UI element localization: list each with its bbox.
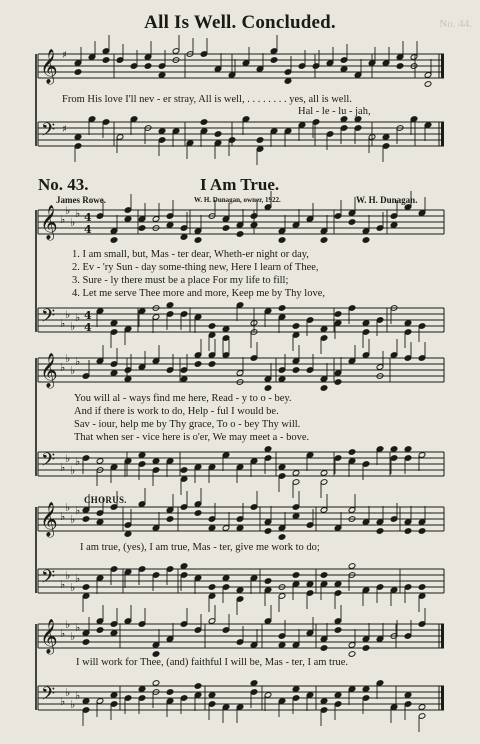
note-head [284,78,292,85]
treble-clef-icon: 𝄞 [40,205,58,240]
flat-sign-icon: ♭ [65,308,71,321]
note-head [292,686,300,693]
note-head [208,323,216,330]
note-head [208,361,216,368]
flat-sign-icon: ♭ [65,501,71,514]
note-head [166,516,174,523]
note-head [362,645,370,652]
note-head [110,630,118,637]
note-head [256,137,264,144]
note-head [292,572,300,579]
flat-sign-icon: ♭ [75,572,81,585]
note-head [250,680,258,687]
note-head [236,231,244,238]
note-head [320,645,328,652]
note-head [138,686,146,693]
note-head [418,704,426,711]
note-head [250,222,258,229]
note-head [194,510,202,517]
note-head [124,531,132,538]
note-head [166,222,174,229]
note-head [194,683,202,690]
note-head [404,692,412,699]
note-head [418,528,426,535]
note-head [334,627,342,634]
note-head [82,639,90,646]
note-head [404,446,412,453]
page-title: All Is Well. Concluded. [144,12,336,33]
copyright-notice: W. H. Dunagan, owner, 1922. [194,196,281,204]
note-head [82,698,90,705]
hymn-number: No. 43. [38,175,89,194]
note-head [418,584,426,591]
note-head [320,237,328,244]
flat-sign-icon: ♭ [70,630,76,643]
flat-sign-icon: ♭ [60,578,66,591]
flat-sign-icon: ♭ [75,311,81,324]
flat-sign-icon: ♭ [70,513,76,526]
verse-line-1b: You will al - ways find me here, Read - y to o - bey. [74,393,292,404]
bass-clef-icon: 𝄢 [41,567,56,592]
note-head [180,467,188,474]
chorus-label: CHORUS. [84,495,127,505]
note-head [194,237,202,244]
flat-sign-icon: ♭ [70,216,76,229]
lyricist-credit: James Rowe. [56,195,106,205]
note-head [110,692,118,699]
note-head [158,128,166,135]
bass-clef-icon: 𝄢 [41,306,56,331]
note-head [152,458,160,465]
verse-line-3: 3. Sure - ly there must be a place For my life to fill; [72,275,289,286]
bass-clef-icon: 𝄢 [41,450,56,475]
verse-line-1: 1. I am small, but, Mas - ter dear, Wheth-er night or day, [72,249,309,260]
show-through-text: No. 44. [439,18,472,30]
note-head [158,72,166,79]
treble-clef-icon: 𝄞 [40,502,58,537]
note-head [270,57,278,64]
note-head [166,302,174,309]
time-signature-top: 4 [84,211,92,224]
note-head [320,470,328,477]
note-head [278,237,286,244]
flat-sign-icon: ♭ [65,686,71,699]
time-signature-bottom: 4 [84,223,92,236]
flat-sign-icon: ♭ [70,320,76,333]
note-head [278,464,286,471]
verse-line-3b: Sav - iour, help me by Thy grace, To o - bey Thy will. [74,419,301,430]
flat-sign-icon: ♭ [75,689,81,702]
note-head [124,376,132,383]
note-head [180,234,188,241]
flat-sign-icon: ♭ [60,361,66,374]
note-head [334,311,342,318]
note-head [236,587,244,594]
note-head [404,320,412,327]
note-head [152,680,160,687]
note-head [222,326,230,333]
note-head [180,563,188,570]
note-head [390,222,398,229]
bass-clef-icon: 𝄢 [41,120,56,145]
note-head [278,642,286,649]
note-head [194,361,202,368]
note-head [166,689,174,696]
flat-sign-icon: ♭ [75,504,81,517]
verse-line-2: 2. Ev - 'ry Sun - day some-thing new, Here I learn of Thee, [72,262,319,273]
note-head [264,528,272,535]
lyric-line-bass: Hal - le - lu - jah, [298,106,371,117]
note-head [264,385,272,392]
note-head [208,692,216,699]
note-head [208,525,216,532]
note-head [200,119,208,126]
note-head [222,575,230,582]
note-head [292,513,300,520]
note-head [110,370,118,377]
note-head [320,698,328,705]
note-head [320,385,328,392]
flat-sign-icon: ♭ [65,618,71,631]
note-head [102,57,110,64]
note-head [236,525,244,532]
note-head [124,216,132,223]
note-head [278,305,286,312]
note-head [396,63,404,70]
note-head [74,69,82,76]
flat-sign-icon: ♭ [70,581,76,594]
flat-sign-icon: ♭ [70,364,76,377]
flat-sign-icon: ♭ [65,452,71,465]
hymn-title: I Am True. [200,175,280,194]
flat-sign-icon: ♭ [60,317,66,330]
note-head [96,627,104,634]
note-head [306,581,314,588]
lyric-line: From His love I'll nev - er stray, All is well, . . . . . . . . yes, all is well. [62,94,352,105]
time-signature-top: 4 [84,309,92,322]
note-head [96,519,104,526]
sharp-sign-icon: ♯ [62,50,67,61]
note-head [334,581,342,588]
flat-sign-icon: ♭ [75,355,81,368]
note-head [144,63,152,70]
flat-sign-icon: ♭ [75,455,81,468]
note-head [96,458,104,465]
note-head [348,651,356,658]
composer-credit: W. H. Dunagan. [356,195,418,205]
note-head [334,692,342,699]
flat-sign-icon: ♭ [60,695,66,708]
note-head [264,446,272,453]
note-head [362,686,370,693]
note-head [110,320,118,327]
flat-sign-icon: ♭ [60,461,66,474]
note-head [278,376,286,383]
time-signature-bottom: 4 [84,321,92,334]
flat-sign-icon: ♭ [60,510,66,523]
note-head [82,516,90,523]
flat-sign-icon: ♭ [70,698,76,711]
note-head [214,131,222,138]
verse-line-2b: And if there is work to do, Help - ful I would be. [74,406,279,417]
flat-sign-icon: ♭ [60,213,66,226]
note-head [292,470,300,477]
flat-sign-icon: ♭ [65,352,71,365]
verse-line-4b: That when ser - vice here is o'er, We may meet a - bove. [74,432,310,443]
note-head [390,446,398,453]
flat-sign-icon: ♭ [60,627,66,640]
note-head [320,326,328,333]
treble-clef-icon: 𝄞 [40,49,58,84]
chorus-line-1: I am true, (yes), I am true, Mas - ter, give me work to do; [80,542,320,553]
verse-line-4: 4. Let me serve Thee more and more, Keep me by Thy love, [72,288,325,299]
note-head [362,237,370,244]
note-head [334,379,342,386]
note-head [74,134,82,141]
note-head [180,376,188,383]
note-head [348,219,356,226]
note-head [222,225,230,232]
note-head [82,584,90,591]
note-head [292,323,300,330]
note-head [348,449,356,456]
flat-sign-icon: ♭ [70,464,76,477]
treble-clef-icon: 𝄞 [40,619,58,654]
flat-sign-icon: ♭ [75,621,81,634]
note-head [320,572,328,579]
chorus-line-2: I will work for Thee, (and) faithful I will be, Mas - ter, I am true. [76,657,349,668]
note-head [110,237,118,244]
note-head [348,563,356,570]
note-head [208,584,216,591]
flat-sign-icon: ♭ [65,569,71,582]
flat-sign-icon: ♭ [65,204,71,217]
note-head [340,66,348,73]
bass-clef-icon: 𝄢 [41,684,56,709]
note-head [278,534,286,541]
note-head [138,452,146,459]
note-head [138,225,146,232]
flat-sign-icon: ♭ [75,207,81,220]
note-head [404,528,412,535]
sharp-sign-icon: ♯ [62,124,67,135]
note-head [424,81,432,88]
note-head [376,528,384,535]
treble-clef-icon: 𝄞 [40,353,58,388]
note-head [292,367,300,374]
note-head [362,320,370,327]
note-head [264,578,272,585]
note-head [382,134,390,141]
